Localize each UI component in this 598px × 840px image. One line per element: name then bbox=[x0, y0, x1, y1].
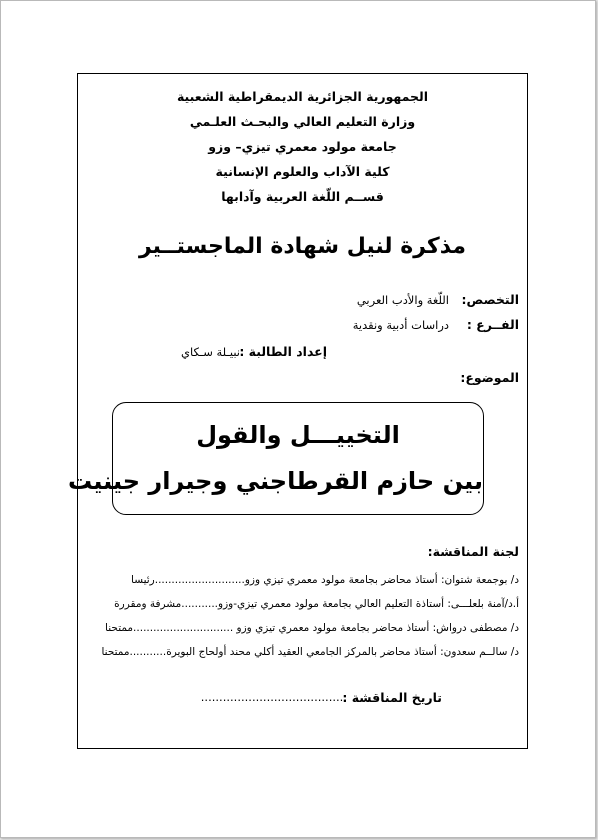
branch-value: دراسات أدبية ونقدية bbox=[352, 318, 449, 332]
header-republic: الجمهورية الجزائرية الديمقراطية الشعبية bbox=[176, 89, 429, 104]
subject-line-2: بين حازم القرطاجني وجيرار جينيت bbox=[67, 467, 483, 495]
committee-member-4: د/ سالــم سعدون: أستاذ محاضر بالمركز الجامعي العقيد أكلي محند أولحاج البويرة...........ممتحنا bbox=[101, 646, 519, 658]
branch-label: الفــرع : bbox=[466, 317, 519, 332]
committee-heading: لجنة المناقشة: bbox=[427, 544, 519, 559]
header-faculty: كلية الآداب والعلوم الإنسانية bbox=[215, 164, 390, 179]
header-department: قســم اللّغة العربية وآدابها bbox=[221, 189, 384, 204]
committee-member-1: د/ بوجمعة شتوان: أستاذ محاضر بجامعة مولود معمري تيزي وزو...........................رئيسا bbox=[131, 574, 519, 586]
specialty-label: التخصص: bbox=[461, 292, 519, 307]
subject-label: الموضوع: bbox=[460, 370, 519, 385]
prepared-label: إعداد الطالبة : bbox=[239, 344, 327, 359]
specialty-value: اللّغة والأدب العربي bbox=[356, 293, 449, 307]
thesis-title: مذكرة لنيل شهادة الماجستــير bbox=[138, 234, 467, 259]
cover-frame bbox=[67, 73, 528, 749]
date-dots: ........................................ bbox=[200, 690, 347, 704]
date-label: تاريخ المناقشة : bbox=[342, 690, 442, 705]
subject-line-1: التخييـــل والقول bbox=[196, 421, 400, 449]
subject-box bbox=[67, 402, 484, 515]
header-ministry: وزارة التعليم العالي والبحـث العلـمي bbox=[189, 114, 416, 129]
header-university: جامعة مولود معمري تيزي– وزو bbox=[208, 139, 397, 154]
committee-member-3: د/ مصطفى درواش: أستاذ محاضر بجامعة مولود معمري تيزي وزو ..............................ممتحنا bbox=[105, 622, 519, 634]
committee-member-2: أ.د/آمنة بلعلـــى: أستاذة التعليم العالي بجامعة مولود معمري تيزي-وزو...........مشرفة ومقررة bbox=[114, 598, 519, 610]
prepared-value: نبيـلة سـكاي bbox=[181, 345, 240, 359]
